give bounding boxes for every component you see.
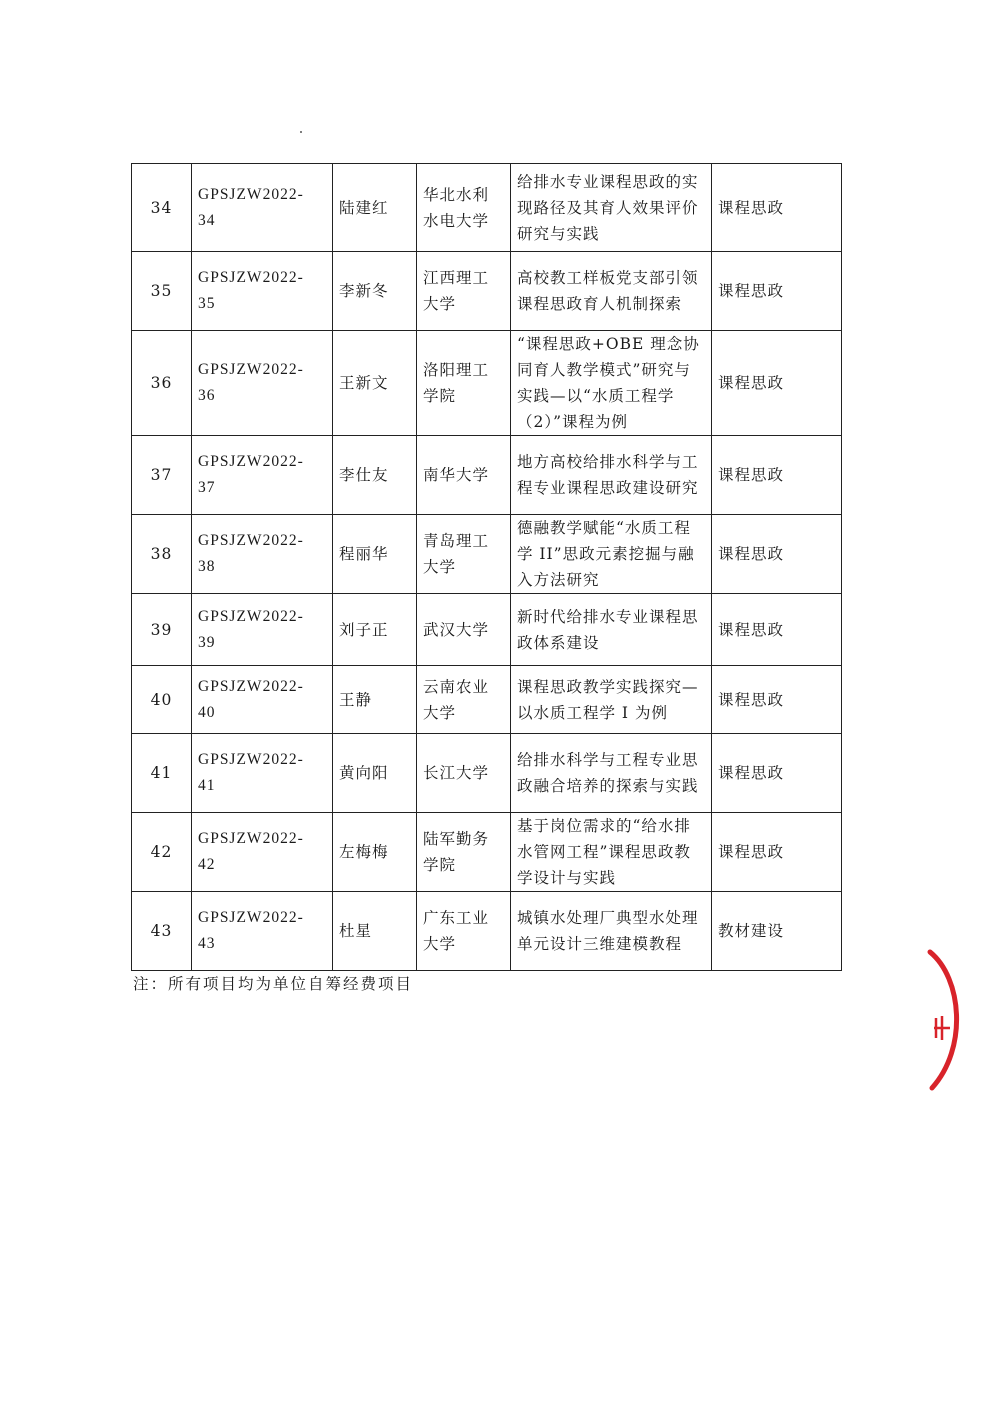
project-code: GPSJZW2022- 43 [192, 892, 333, 971]
row-number: 36 [132, 331, 192, 436]
project-code: GPSJZW2022- 41 [192, 734, 333, 813]
leader-name: 王静 [333, 666, 417, 734]
project-table [131, 163, 842, 971]
project-title: 新时代给排水专业课程思政体系建设 [511, 594, 712, 666]
project-code: GPSJZW2022- 38 [192, 515, 333, 594]
project-title: 课程思政教学实践探究—以水质工程学 I 为例 [511, 666, 712, 734]
leader-name: 黄向阳 [333, 734, 417, 813]
leader-name: 李新冬 [333, 252, 417, 331]
leader-name: 刘子正 [333, 594, 417, 666]
row-number: 35 [132, 252, 192, 331]
university: 陆军勤务学院 [417, 813, 511, 892]
table-row [132, 164, 842, 252]
project-code: GPSJZW2022- 36 [192, 331, 333, 436]
university: 南华大学 [417, 436, 511, 515]
project-code: GPSJZW2022- 35 [192, 252, 333, 331]
table-row [132, 252, 842, 331]
scan-speck [300, 131, 302, 133]
project-code: GPSJZW2022- 39 [192, 594, 333, 666]
row-number: 38 [132, 515, 192, 594]
leader-name: 杜星 [333, 892, 417, 971]
university: 洛阳理工学院 [417, 331, 511, 436]
row-number: 40 [132, 666, 192, 734]
project-title: 给排水专业课程思政的实现路径及其育人效果评价研究与实践 [511, 164, 712, 252]
project-code: GPSJZW2022- 37 [192, 436, 333, 515]
project-code: GPSJZW2022- 34 [192, 164, 333, 252]
project-category: 课程思政 [712, 813, 842, 892]
project-category: 课程思政 [712, 515, 842, 594]
university: 武汉大学 [417, 594, 511, 666]
project-code: GPSJZW2022- 40 [192, 666, 333, 734]
table-row [132, 734, 842, 813]
project-category: 课程思政 [712, 666, 842, 734]
project-category: 教材建设 [712, 892, 842, 971]
university: 长江大学 [417, 734, 511, 813]
row-number: 37 [132, 436, 192, 515]
project-title: 城镇水处理厂典型水处理单元设计三维建模教程 [511, 892, 712, 971]
table-row [132, 436, 842, 515]
project-title: 给排水科学与工程专业思政融合培养的探索与实践 [511, 734, 712, 813]
row-number: 42 [132, 813, 192, 892]
leader-name: 李仕友 [333, 436, 417, 515]
leader-name: 程丽华 [333, 515, 417, 594]
project-category: 课程思政 [712, 436, 842, 515]
university: 青岛理工大学 [417, 515, 511, 594]
university: 云南农业大学 [417, 666, 511, 734]
project-category: 课程思政 [712, 164, 842, 252]
project-category: 课程思政 [712, 594, 842, 666]
table-row [132, 594, 842, 666]
leader-name: 陆建红 [333, 164, 417, 252]
table-row [132, 813, 842, 892]
red-seal-fragment [918, 948, 978, 1092]
project-title: 基于岗位需求的“给水排水管网工程”课程思政教学设计与实践 [511, 813, 712, 892]
project-title: 高校教工样板党支部引领课程思政育人机制探索 [511, 252, 712, 331]
row-number: 39 [132, 594, 192, 666]
university: 华北水利水电大学 [417, 164, 511, 252]
table-row [132, 892, 842, 971]
project-title: 地方高校给排水科学与工程专业课程思政建设研究 [511, 436, 712, 515]
table-row [132, 515, 842, 594]
project-title: “课程思政+OBE 理念协同育人教学模式”研究与实践—以“水质工程学（2）”课程为例 [511, 331, 712, 436]
funding-note: 注：所有项目均为单位自筹经费项目 [133, 975, 414, 993]
row-number: 41 [132, 734, 192, 813]
university: 广东工业大学 [417, 892, 511, 971]
project-code: GPSJZW2022- 42 [192, 813, 333, 892]
project-category: 课程思政 [712, 734, 842, 813]
table-row [132, 331, 842, 436]
project-title: 德融教学赋能“水质工程学 II”思政元素挖掘与融入方法研究 [511, 515, 712, 594]
project-category: 课程思政 [712, 252, 842, 331]
project-category: 课程思政 [712, 331, 842, 436]
table-row [132, 666, 842, 734]
university: 江西理工大学 [417, 252, 511, 331]
leader-name: 左梅梅 [333, 813, 417, 892]
row-number: 34 [132, 164, 192, 252]
row-number: 43 [132, 892, 192, 971]
leader-name: 王新文 [333, 331, 417, 436]
